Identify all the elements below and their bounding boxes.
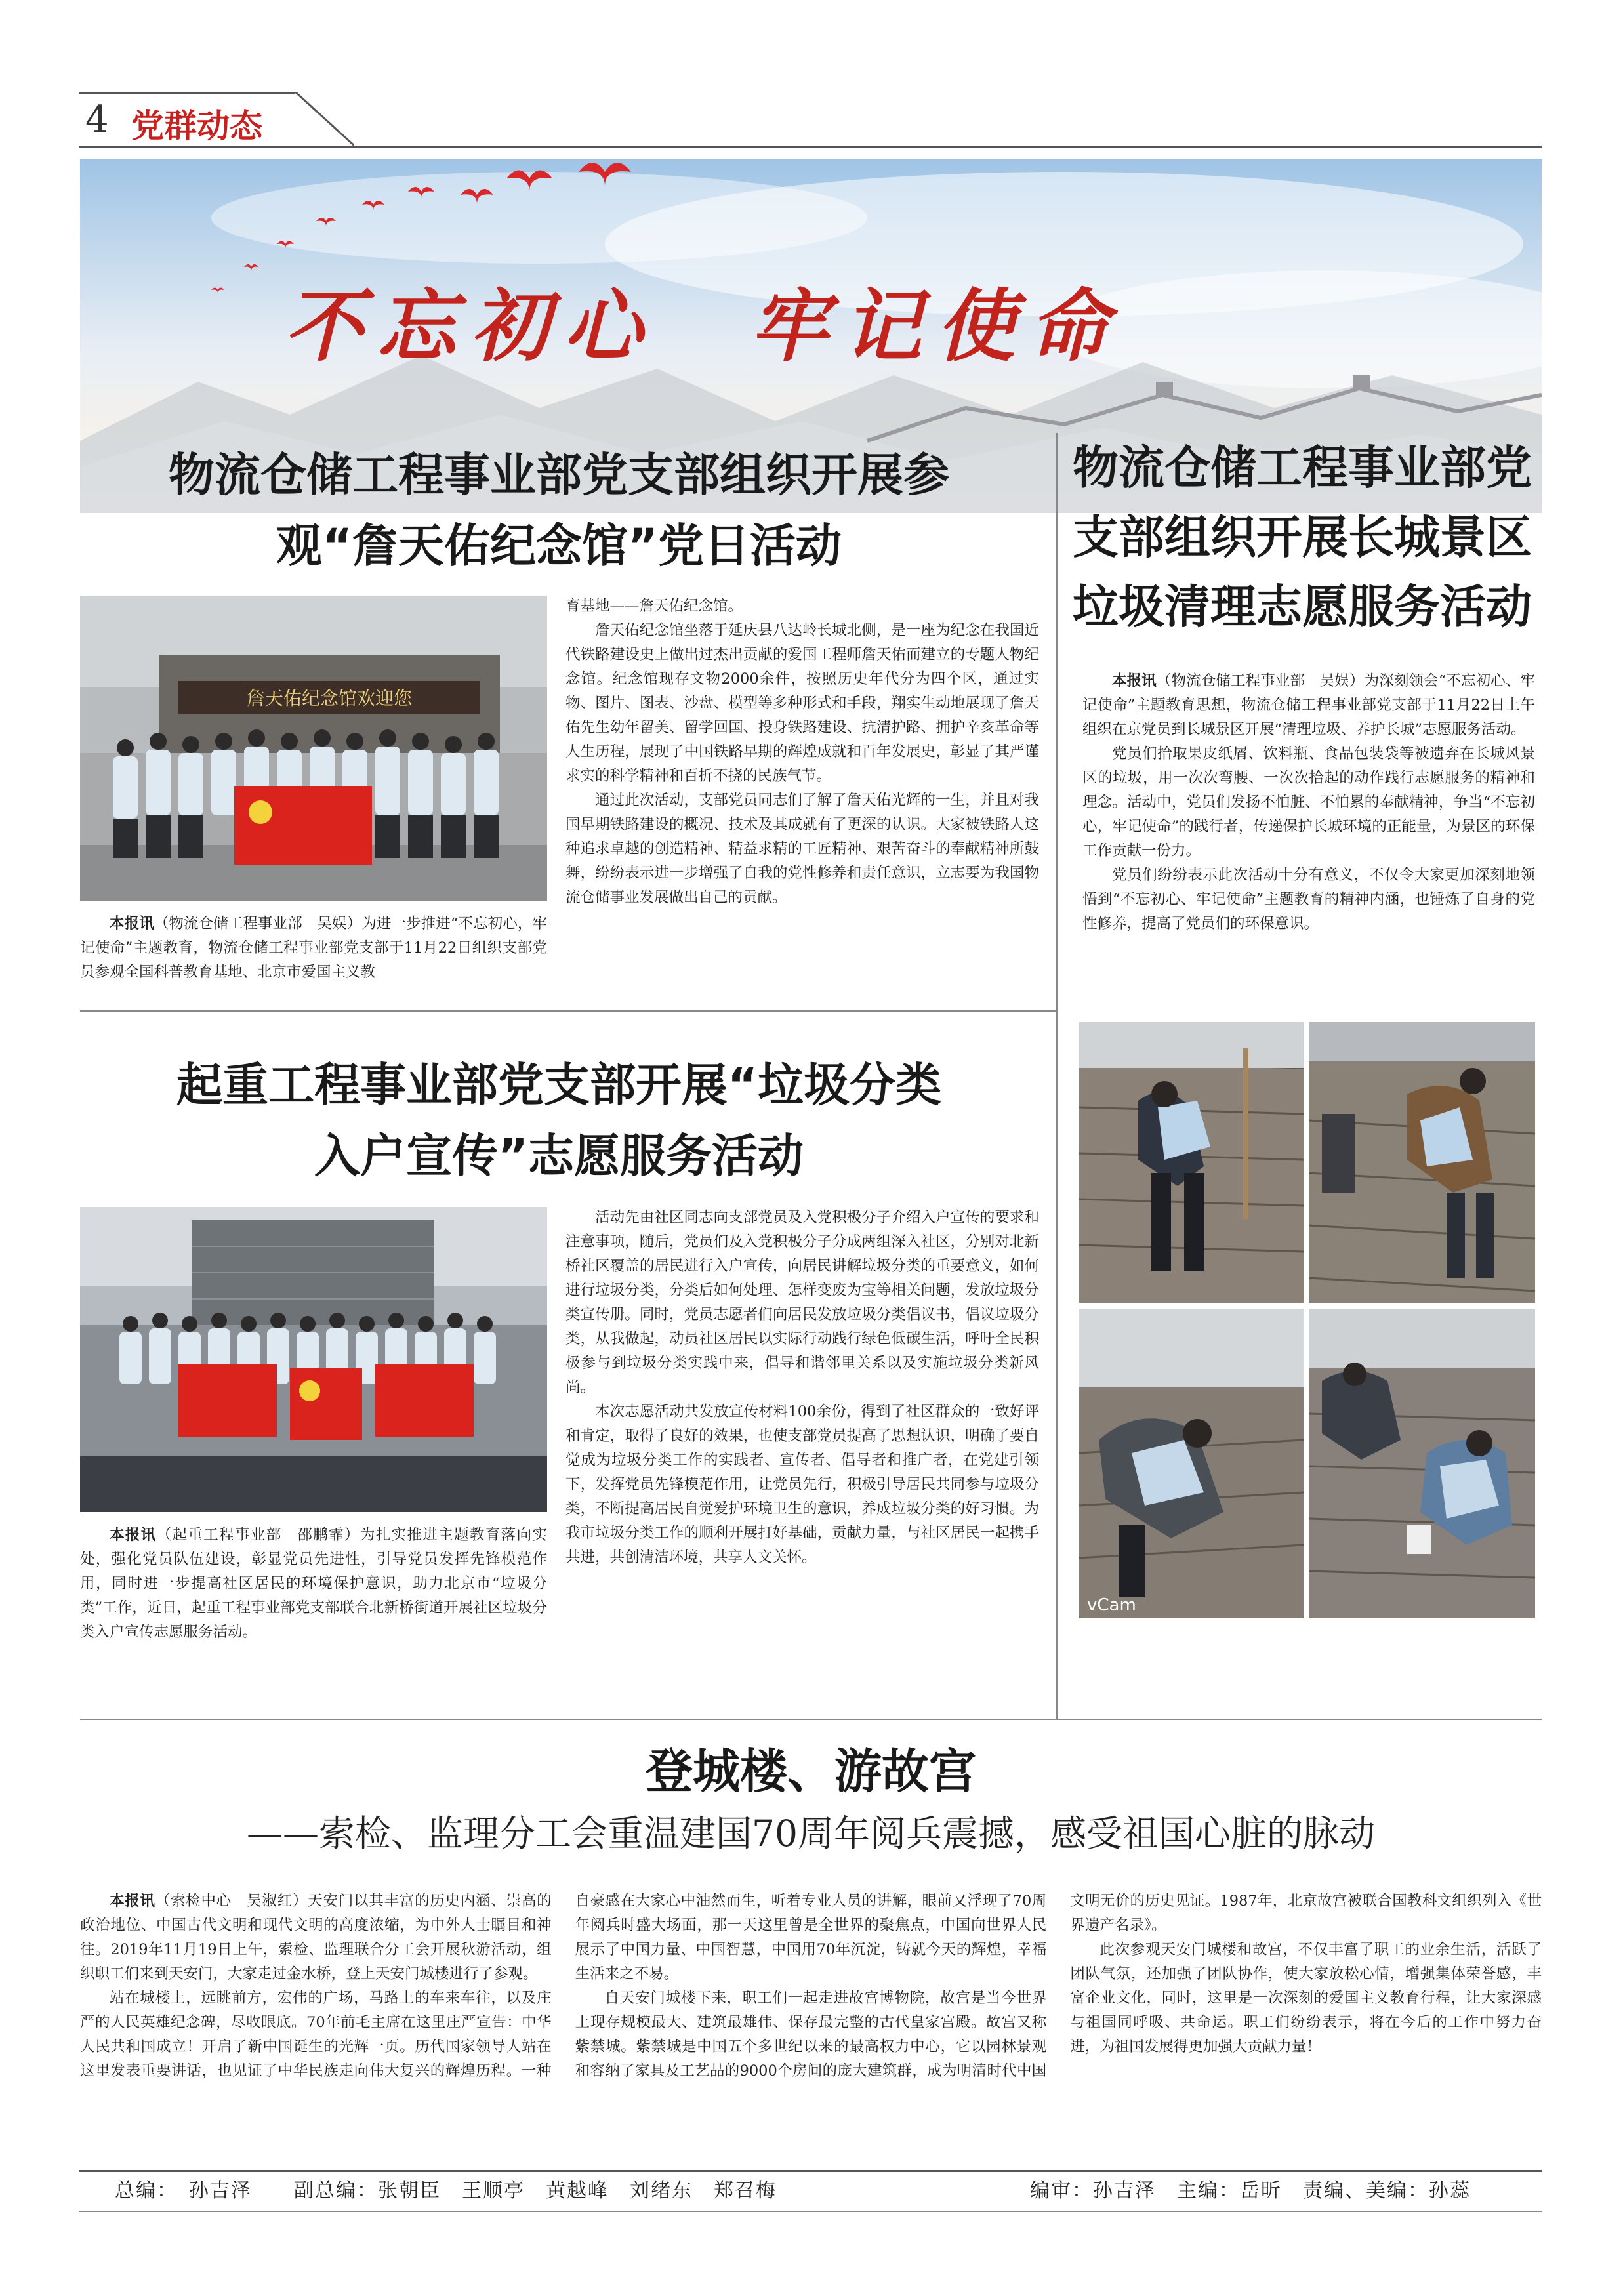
- article3-caption-lead: 本报讯: [110, 1527, 157, 1544]
- section-title: 党群动态: [131, 107, 262, 145]
- footer-editors-left: 总编： 孙吉泽 副总编：张朝臣 王顺亭 黄越峰 刘绪东 郑召梅: [115, 2179, 777, 2202]
- article1-title-line1: 物流仓储工程事业部党支部组织开展参: [169, 448, 949, 502]
- article1-paragraph: 詹天佑纪念馆坐落于延庆县八达岭长城北侧，是一座为纪念在我国近代铁路建设史上做出过杰出贡献的爱国工程师詹天佑而建立的专题人物纪念馆。纪念馆现存文物2000余件，按照历史年代分为四个区，通过实物、图片、图表、沙盘、模型等多种形式和手段，翔实生动地展现了詹天佑先生幼年留美、留学回国、投身铁路建设、抗清护路、拥护辛亥革命等人生历程，展现了中国铁路早期的辉煌成就和百年发展史，彰显了其严谨求实的科学精神和百折不挠的民族气节。: [565, 622, 1039, 785]
- footer-rule: [79, 2211, 1542, 2212]
- article2-paragraph: 党员们纷纷表示此次活动十分有意义，不仅令大家更加深刻地领悟到“不忘初心、牢记使命”主题教育的精神内涵，也锤炼了自身的党性修养，提高了党员们的环保意识。: [1082, 867, 1535, 932]
- header-rule: [79, 146, 1542, 148]
- article1-body: [565, 594, 1039, 910]
- memorial-sign-text: 詹天佑纪念馆欢迎您: [246, 687, 413, 709]
- article3-caption: [80, 1523, 547, 1645]
- article-divider: [80, 1010, 1056, 1012]
- article3-title-line1: 起重工程事业部党支部开展“垃圾分类: [176, 1058, 941, 1112]
- article3-group-photo: [80, 1207, 547, 1512]
- article4-subtitle: ——索检、监理分工会重温建国70周年阅兵震撼，感受祖国心脏的脉动: [247, 1813, 1375, 1855]
- article4-paragraph: 站在城楼上，远眺前方，宏伟的广场，马路上的车来车往，以及庄严的人民英雄纪念碑，尽收眼底。70年前毛主席在这里庄严宣告：中华人民共和国成立！开启了新中国诞生的光辉一页。历代国家领导人站在这里发表重要讲话，也见证了中华民族走向伟大复兴的辉煌历程。一种自豪感在大家心中油然而生，听着专业人员的讲解，眼前又浮现了70周年阅兵时盛大场面，那一天这里曾是全世界的聚焦点，中国向世界人民展示了中国力量、中国智慧，中国用70年沉淀，铸就今天的辉煌，幸福生活来之不易。: [80, 1893, 1047, 2080]
- banner-slogan: 不忘初心 牢记使命: [284, 280, 1122, 373]
- article4-lead: 本报讯: [110, 1893, 155, 1910]
- article2-title-line1: 物流仓储工程事业部党: [1073, 441, 1532, 495]
- article3-title-line2: 入户宣传”志愿服务活动: [314, 1129, 804, 1183]
- article1-caption-text: （物流仓储工程事业部 吴娱）为进一步推进“不忘初心，牢记使命”主题教育，物流仓储工程事业部党支部于11月22日组织支部党员参观全国科普教育基地、北京市爱国主义教: [80, 915, 547, 981]
- article4-paragraph: 自天安门城楼下来，职工们一起走进故宫博物院，故宫是当今世界上现存规模最大、建筑最雄伟、保存最完整的古代皇家宫殿。故宫又称紫禁城。紫禁城是中国五个多世纪以来的最高权力中心，它以园林景观和容纳了家具及工艺品的9000个房间的庞大建筑群，成为明清时代中国文明无价的历史见证。1987年，北京故宫被联合国教科文组织列入《世界遗产名录》。: [575, 1893, 1542, 2080]
- article3-title: [80, 1050, 1038, 1191]
- footer-editors-right: 编审：孙吉泽 主编：岳昕 责编、美编：孙蕊: [1030, 2179, 1471, 2202]
- header-slant-decoration: [79, 92, 354, 148]
- article2-title-line3: 垃圾清理志愿服务活动: [1073, 580, 1532, 634]
- article3-paragraph: 本次志愿活动共发放宣传材料100余份，得到了社区群众的一致好评和肯定，取得了良好的效果，也使支部党员提高了思想认识，明确了要自觉成为垃圾分类工作的实践者、宣传者、倡导者和推广者，在党建引领下，发挥党员先锋模范作用，让党员先行，积极引导居民共同参与垃圾分类，不断提高居民自觉爱护环境卫生的意识，养成垃圾分类的好习惯。为我市垃圾分类工作的顺利开展打好基础，贡献力量，与社区居民一起携手共进，共创清洁环境，共享人文关怀。: [565, 1403, 1039, 1566]
- article3-body: [565, 1206, 1039, 1570]
- article2-body: [1082, 669, 1535, 936]
- article4-paragraph: （索检中心 吴淑红）天安门以其丰富的历史内涵、崇高的政治地位、中国古代文明和现代文明的高度浓缩，为中外人士瞩目和神往。2019年11月19日上午，索检、监理联合分工会开展秋游活动，组织职工们来到天安门，大家走过金水桥，登上天安门城楼进行了参观。: [80, 1893, 552, 1982]
- great-wall-photo-3: [1079, 1309, 1304, 1618]
- article3-paragraph: 活动先由社区同志向支部党员及入党积极分子介绍入户宣传的要求和注意事项，随后，党员们及入党积极分子分成两组深入社区，分别对北新桥社区覆盖的居民进行入户宣传，向居民讲解垃圾分类的重要意义，如何进行垃圾分类，分类后如何处理、怎样变废为宝等相关问题，发放垃圾分类宣传册。同时，党员志愿者们向居民发放垃圾分类倡议书，倡议垃圾分类，从我做起，动员社区居民以实际行动践行绿色低碳生活，呼吁全民积极参与到垃圾分类实践中来，倡导和谐邻里关系以及实施垃圾分类新风尚。: [565, 1209, 1039, 1396]
- article4-body: [80, 1889, 1542, 2083]
- great-wall-photo-2: [1309, 1022, 1535, 1303]
- article2-paragraph: 党员们拾取果皮纸屑、饮料瓶、食品包装袋等被遗弃在长城风景区的垃圾，用一次次弯腰、一次次拾起的动作践行志愿服务的精神和理念。活动中，党员们发扬不怕脏、不怕累的奉献精神，争当“不忘初心，牢记使命”的践行者，传递保护长城环境的正能量，为景区的环保工作贡献一份力。: [1082, 745, 1535, 859]
- article1-title-line2: 观“詹天佑纪念馆”党日活动: [276, 519, 842, 573]
- great-wall-photo-4: [1309, 1309, 1535, 1618]
- article4-title: 登城楼、游故宫: [645, 1744, 976, 1799]
- vcam-watermark: vCam: [1087, 1595, 1136, 1615]
- article2-paragraph: （物流仓储工程事业部 吴娱）为深刻领会“不忘初心、牢记使命”主题教育思想，物流仓储工程事业部党支部于11月22日上午组织在京党员到长城景区开展“清理垃圾、养护长城”志愿服务活动。: [1082, 672, 1535, 738]
- article2-lead: 本报讯: [1112, 672, 1157, 689]
- great-wall-photo-1: [1079, 1022, 1304, 1303]
- article2-title: [1063, 433, 1542, 642]
- article2-title-line2: 支部组织开展长城景区: [1073, 510, 1532, 564]
- column-divider: [1056, 433, 1058, 1719]
- article3-caption-text: （起重工程事业部 邵鹏霏）为扎实推进主题教育落向实处，强化党员队伍建设，彰显党员先进性，引导党员发挥先锋模范作用，同时进一步提高社区居民的环境保护意识，助力北京市“垃圾分类”工作，近日，起重工程事业部党支部联合北新桥街道开展社区垃圾分类入户宣传志愿服务活动。: [80, 1527, 547, 1641]
- article4-paragraph: 此次参观天安门城楼和故宫，不仅丰富了职工的业余生活，活跃了团队气氛，还加强了团队协作，使大家放松心情，增强集体荣誉感，丰富企业文化，同时，这里是一次深刻的爱国主义教育行程，让大家深感与祖国同呼吸、共命运。职工们纷纷表示，将在今后的工作中努力奋进，为祖国发展得更加强大贡献力量！: [1070, 1941, 1542, 2055]
- article1-caption: [80, 912, 547, 985]
- article1-caption-lead: 本报讯: [110, 915, 154, 932]
- page-number: 4: [85, 98, 109, 141]
- article1-title: [80, 440, 1038, 581]
- article-divider: [80, 1719, 1542, 1720]
- article1-paragraph: 通过此次活动，支部党员同志们了解了詹天佑光辉的一生，并且对我国早期铁路建设的概况、技术及其成就有了更深的认识。大家被铁路人这种追求卓越的创造精神、精益求精的工匠精神、艰苦奋斗的奉献精神所鼓舞，纷纷表示进一步增强了自我的党性修养和责任意识，立志要为我国物流仓储事业发展做出自己的贡献。: [565, 792, 1039, 906]
- article1-group-photo: [80, 596, 547, 901]
- footer-rule: [79, 2170, 1542, 2172]
- article1-paragraph: 育基地——詹天佑纪念馆。: [565, 598, 743, 615]
